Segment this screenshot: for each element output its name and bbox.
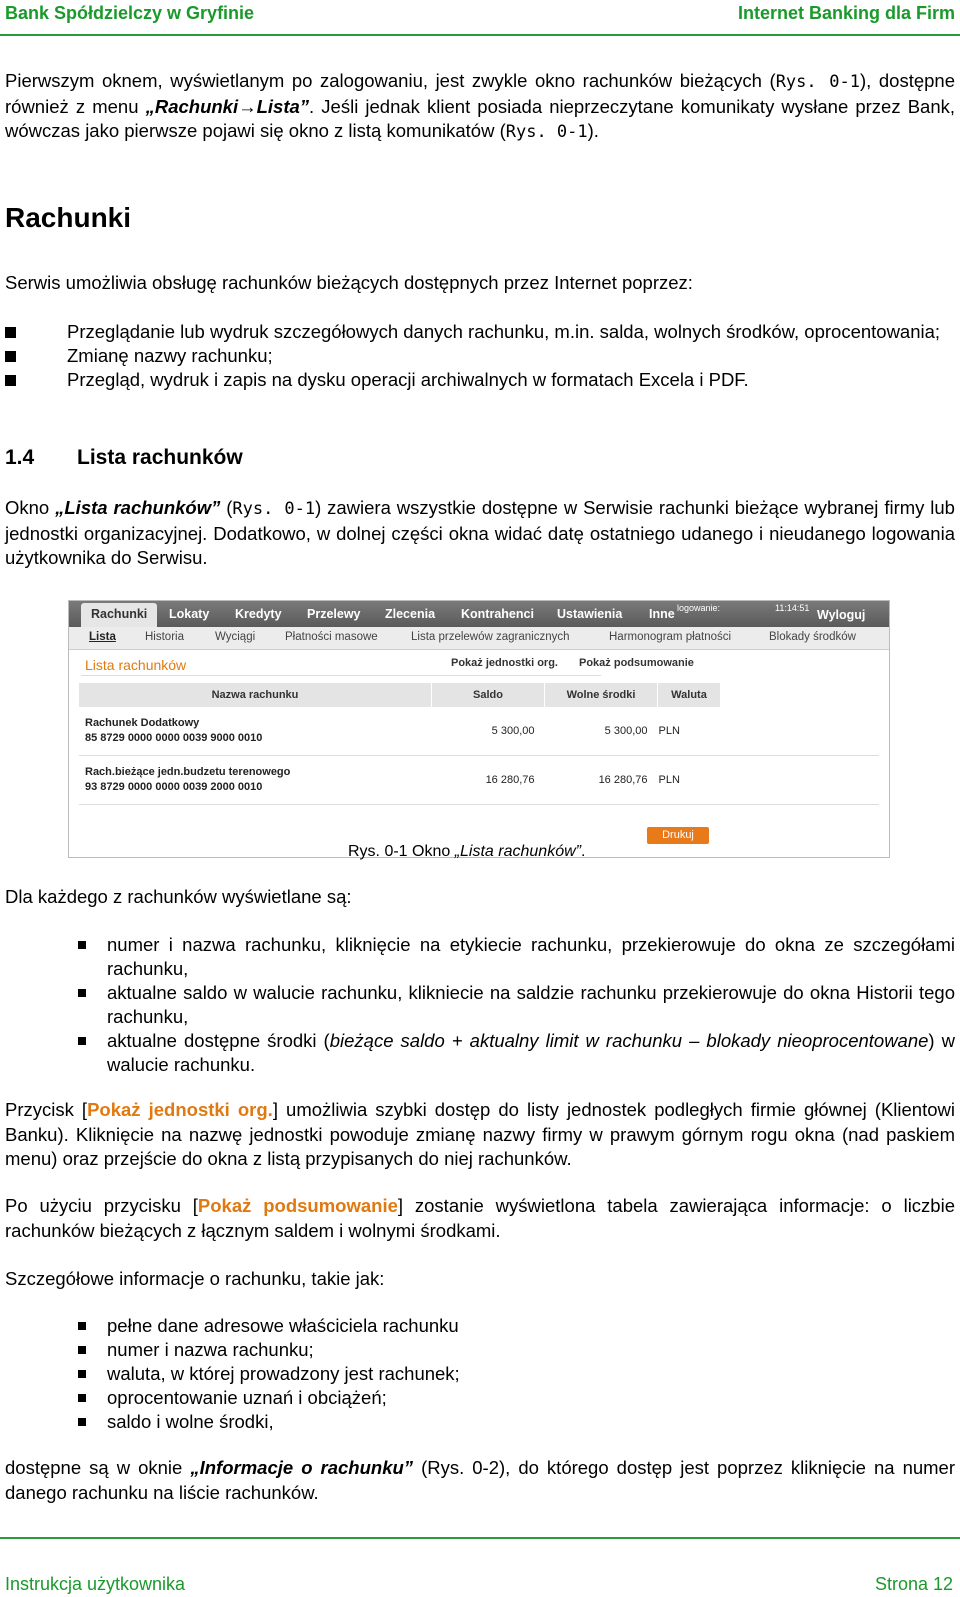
footer-divider [0,1537,960,1539]
lista-rachunkow-screenshot [68,600,890,858]
menu-rachunki[interactable]: Rachunki [81,603,157,627]
tab-lista[interactable]: Lista [89,631,116,643]
page-header [0,0,960,34]
spacer-cell [721,756,879,805]
dla-kazdego-paragraph: Dla każdego z rachunków wyświetlane są: [5,886,352,907]
list-item [0,1362,955,1386]
final-paragraph [5,1456,955,1505]
square-bullet-icon [78,941,86,949]
account-name[interactable]: Rachunek Dodatkowy [85,717,200,729]
list-item [5,344,960,368]
menu-lokaty[interactable]: Lokaty [169,607,210,621]
window-name: „Lista rachunków” [55,497,221,518]
serwis-paragraph: Serwis umożliwia obsługę rachunków bieżących dostępnych przez Internet poprzez: [5,272,693,293]
intro-text: ), dostępne również z menu [5,70,955,117]
account-name[interactable]: Rach.bieżące jedn.budzetu terenowego [85,766,291,778]
list-item-text: Zmianę nazwy rachunku; [67,345,273,366]
section-number: 1.4 [5,446,35,469]
footer-title: Instrukcja użytkownika [5,1574,186,1594]
list-item-text: numer i nazwa rachunku; [107,1339,314,1360]
page-number: Strona 12 [874,1574,953,1594]
list-item-text: Przeglądanie lub wydruk szczegółowych danych rachunku, m.in. salda, wolnych środków, oprocentowania; [67,321,941,342]
login-label: logowanie: [677,603,721,613]
button-name: Pokaż jednostki org. [87,1099,273,1120]
lista-paragraph [5,496,955,571]
accounts-table [79,683,879,805]
para-text: dostępne są w oknie [5,1457,191,1478]
menu-przelewy[interactable]: Przelewy [307,607,361,621]
square-bullet-icon [5,351,16,362]
square-bullet-icon [78,989,86,997]
figure-caption [348,843,585,861]
list-item-text: numer i nazwa rachunku, kliknięcie na etykiecie rachunku, przekierowuje do okna ze szczegółami rachunku, [107,934,955,979]
button-name: Pokaż podsumowanie [197,1195,398,1216]
list-item-text: aktualne dostępne środki ( [107,1030,330,1051]
tab-platnosci-masowe[interactable]: Płatności masowe [285,631,378,643]
col-waluta: Waluta [658,683,721,707]
intro-text: Pierwszym oknem, wyświetlanym po zalogowaniu, jest zwykle okno rachunków bieżących ( [5,70,776,91]
caption-text: . [580,843,586,860]
przycisk-podsumowanie-paragraph [5,1194,955,1243]
list-item [5,320,960,344]
tab-historia[interactable]: Historia [145,631,184,643]
account-name-cell[interactable] [79,756,432,805]
menu-inne[interactable]: Inne [649,607,675,621]
lista-text: Okno [5,497,56,518]
product-name: Internet Banking dla Firm [737,3,955,23]
show-summary-button[interactable]: Pokaż podsumowanie [579,657,694,669]
list-item [0,1386,955,1410]
menu-kontrahenci[interactable]: Kontrahenci [461,607,534,621]
logout-link[interactable]: Wyloguj [817,608,866,622]
menu-path: „Rachunki→Lista” [145,95,310,117]
sub-menu [69,627,889,650]
square-bullet-icon [78,1322,86,1330]
col-spacer [721,683,879,707]
figure-ref: Rys. 0-1 [232,499,316,519]
features-list [5,320,960,392]
list-item [5,368,960,392]
menu-ustawienia[interactable]: Ustawienia [557,607,623,621]
list-item [0,1338,955,1362]
para-text: ] umożliwia szybki dostęp do listy jednostek podległych firmie głównej (Klientowi Banku). Kliknięcie na nazwę jednostki powoduje zmianę nazwy firmy w prawym górnym rogu okna (nad paskiem menu) oraz przejście do okna z listą przypisanych do niej rachunków. [5,1099,955,1169]
tab-blokady[interactable]: Blokady środków [769,631,856,643]
list-item-text: aktualne saldo w walucie rachunku, klikniecie na saldzie rachunku przekierowuje do okna Historii tego rachunku, [107,982,955,1027]
lista-text: ) zawiera wszystkie dostępne w Serwisie rachunki bieżące wybranej firmy lub jednostki organizacyjnej. Dodatkowo, w dolnej części okna widać datę ostatniego udanego i nieudanego logowania użytkownika do Serwisu. [5,497,955,568]
square-bullet-icon [5,327,16,338]
list-item-text: waluta, w której prowadzony jest rachunek; [107,1363,460,1384]
para-text: (Rys. 0-2), do którego dostęp jest poprzez kliknięcie na numer danego rachunku na liście rachunków. [5,1457,956,1503]
login-time: 11:14:51 [775,603,810,613]
account-number[interactable]: 93 8729 0000 0000 0039 2000 0010 [85,781,263,793]
table-header-row [79,683,879,707]
square-bullet-icon [78,1370,86,1378]
account-name-cell[interactable] [79,707,432,756]
print-button[interactable]: Drukuj [647,827,709,844]
figure-ref: Rys. 0-1 [775,72,860,92]
waluta-cell: PLN [658,756,721,805]
square-bullet-icon [78,1037,86,1045]
details-list [0,1314,955,1434]
square-bullet-icon [78,1346,86,1354]
figure-ref: Rys. 0-1 [505,122,588,142]
list-item-text: ) w walucie rachunku. [107,1030,955,1075]
szczegolowe-paragraph: Szczegółowe informacje o rachunku, takie jak: [5,1268,385,1289]
section-heading [5,446,243,470]
show-units-button[interactable]: Pokaż jednostki org. [451,657,558,669]
list-item-text: Przegląd, wydruk i zapis na dysku operacji archiwalnych w formatach Excela i PDF. [67,369,749,390]
rachunki-heading: Rachunki [5,202,132,233]
list-item-text: oprocentowanie uznań i obciążeń; [107,1387,387,1408]
lista-text: ( [220,497,233,518]
square-bullet-icon [78,1394,86,1402]
caption-text: Rys. 0-1 Okno [348,843,455,860]
square-bullet-icon [5,375,16,386]
wolne-cell: 16 280,76 [545,756,658,805]
displayed-items-list [0,933,955,1077]
tab-przelewy-zagraniczne[interactable]: Lista przelewów zagranicznych [411,631,570,643]
table-row[interactable] [79,756,879,805]
account-number[interactable]: 85 8729 0000 0000 0039 9000 0010 [85,732,263,744]
tab-harmonogram[interactable]: Harmonogram płatności [609,631,732,643]
list-item [0,1410,955,1434]
para-text: Przycisk [ [5,1099,88,1120]
col-wolne: Wolne środki [545,683,658,707]
para-text: ] zostanie wyświetlona tabela zawierająca informacje: o liczbie rachunków bieżących z łącznym saldem i wolnymi środkami. [5,1195,955,1241]
window-name: „Informacje o rachunku” [190,1457,414,1478]
wolne-cell: 5 300,00 [545,707,658,756]
header-divider [0,34,960,36]
table-row[interactable] [79,707,879,756]
intro-paragraph [5,69,955,145]
menu-zlecenia[interactable]: Zlecenia [385,607,436,621]
spacer-cell [721,707,879,756]
przycisk-jednostki-paragraph [5,1098,955,1172]
list-item [0,933,955,981]
menu-kredyty[interactable]: Kredyty [235,607,282,621]
col-saldo: Saldo [432,683,545,707]
saldo-cell[interactable]: 5 300,00 [432,707,545,756]
intro-text: ). [587,120,599,141]
list-item-text: pełne dane adresowe właściciela rachunku [107,1315,459,1336]
list-item-text: saldo i wolne środki, [107,1411,274,1432]
window-title: Lista rachunków [85,657,187,673]
waluta-cell: PLN [658,707,721,756]
main-menu [69,601,889,627]
list-item [0,981,955,1029]
tab-wyciagi[interactable]: Wyciągi [215,631,256,643]
col-nazwa: Nazwa rachunku [79,683,432,707]
list-item [0,1314,955,1338]
formula-text: bieżące saldo + aktualny limit w rachunku – blokady nieoprocentowane [329,1030,929,1051]
square-bullet-icon [78,1418,86,1426]
saldo-cell[interactable]: 16 280,76 [432,756,545,805]
bank-name: Bank Spółdzielczy w Gryfinie [5,3,255,23]
intro-text: . Jeśli jednak klient posiada nieprzeczytane komunikaty wysłane przez Bank, wówczas jako pierwsze pojawi się okno z listą komunikatów ( [5,95,956,141]
caption-window-name: „Lista rachunków” [454,843,581,860]
list-item [0,1029,955,1077]
section-title: Lista rachunków [77,446,243,469]
para-text: Po użyciu przycisku [ [5,1195,198,1216]
